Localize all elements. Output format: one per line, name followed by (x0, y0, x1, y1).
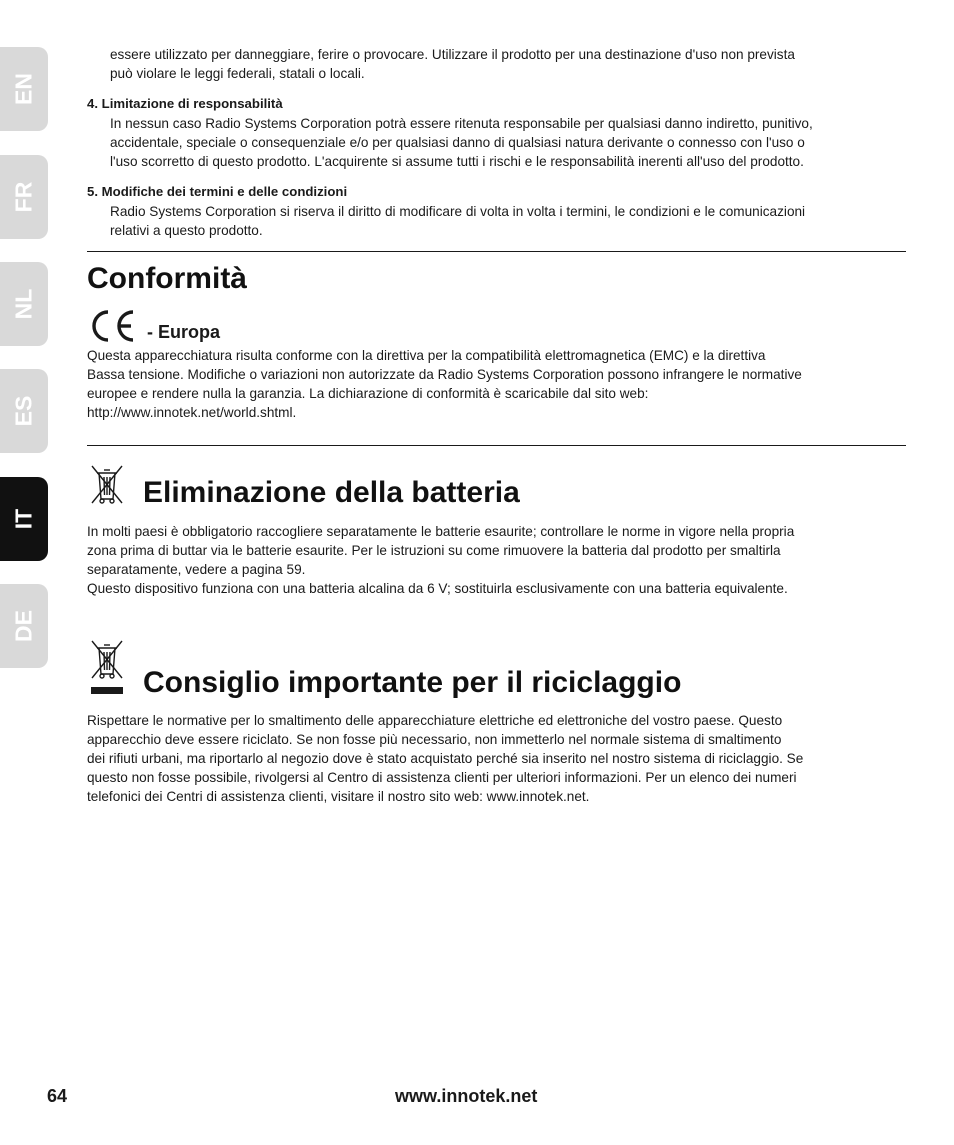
language-tab-label: ES (10, 395, 37, 427)
text-line: può violare le leggi federali, statali o locali. (110, 66, 365, 81)
section-5-heading: 5. Modifiche dei termini e delle condizioni (87, 184, 348, 199)
footer-website-link[interactable]: www.innotek.net (395, 1086, 538, 1106)
language-tab-es[interactable] (0, 369, 48, 453)
text-line: apparecchio deve essere riciclato. Se non fosse più necessario, non immetterlo nel normale sistema di smaltimento (87, 732, 782, 747)
section-4-body (110, 114, 908, 171)
batteria-title: Eliminazione della batteria (143, 476, 520, 509)
text-line: Bassa tensione. Modifiche o variazioni non autorizzate da Radio Systems Corporation possono infrangere le normative (87, 367, 802, 382)
text-line: In molti paesi è obbligatorio raccogliere separatamente le batterie esaurite; controllare le norme in vigore nella propria (87, 524, 795, 539)
text-line: Questa apparecchiatura risulta conforme con la direttiva per la compatibilità elettromagnetica (EMC) e la direttiva (87, 348, 766, 363)
section-divider (87, 445, 906, 446)
text-line: europee e rendere nulla la garanzia. La dichiarazione di conformità è scaricabile dal sito web: (87, 386, 649, 401)
language-tab-label: NL (10, 288, 37, 320)
text-line: essere utilizzato per danneggiare, ferire o provocare. Utilizzare il prodotto per una destinazione d'uso non prevista (110, 47, 795, 62)
ce-mark-icon (87, 307, 139, 345)
language-tab-fr[interactable] (0, 155, 48, 239)
text-line: questo non fosse possibile, rivolgersi al Centro di assistenza clienti per ulteriori informazioni. Per un elenco dei numeri (87, 770, 797, 785)
text-line: telefonici dei Centri di assistenza clienti, visitare il nostro sito web: www.innotek.net. (87, 789, 590, 804)
text-line: l'uso scorretto di questo prodotto. L'acquirente si assume tutti i rischi e le responsabilità inerenti all'uso del prodotto. (110, 154, 804, 169)
text-line: In nessun caso Radio Systems Corporation potrà essere ritenuta responsabile per qualsiasi danno indiretto, punitivo, (110, 116, 813, 131)
section-divider (87, 251, 906, 252)
text-line: dei rifiuti urbani, ma riportarlo al negozio dove è stato acquistato perché sia inserito nel nostro sistema di riciclaggio. Se (87, 751, 804, 766)
conformita-body (87, 346, 907, 422)
section-4-heading: 4. Limitazione di responsabilità (87, 96, 283, 111)
language-tab-label: EN (10, 73, 37, 105)
batteria-body (87, 522, 907, 598)
text-line: separatamente, vedere a pagina 59. (87, 562, 306, 577)
text-line: relativi a questo prodotto. (110, 223, 263, 238)
crossed-bin-icon (87, 463, 127, 505)
language-tab-it[interactable] (0, 477, 48, 561)
text-line: Radio Systems Corporation si riserva il diritto di modificare di volta in volta i termini, le condizioni e le comunicazioni (110, 204, 806, 219)
europa-subtitle: - Europa (147, 322, 221, 342)
intro-paragraph (110, 45, 908, 83)
language-tab-nl[interactable] (0, 262, 48, 346)
conformita-title: Conformità (87, 262, 247, 295)
language-tab-label: DE (10, 610, 37, 642)
page-number: 64 (47, 1086, 68, 1106)
text-line: Rispettare le normative per lo smaltimento delle apparecchiature elettriche ed elettroniche del vostro paese. Questo (87, 713, 783, 728)
text-line: accidentale, speciale o consequenziale e/o per qualsiasi danno di qualsiasi natura derivante o connesso con l'uso o (110, 135, 805, 150)
language-tab-label: FR (10, 181, 37, 213)
section-5-body (110, 202, 908, 240)
language-tab-label: IT (10, 508, 37, 530)
language-tab-de[interactable] (0, 584, 48, 668)
weee-bin-icon (87, 638, 127, 696)
riciclaggio-title: Consiglio importante per il riciclaggio (143, 666, 682, 699)
riciclaggio-body (87, 711, 907, 806)
language-tab-en[interactable] (0, 47, 48, 131)
text-line: zona prima di buttar via le batterie esaurite. Per le istruzioni su come rimuovere la batteria dal prodotto per smaltirla (87, 543, 781, 558)
text-line: http://www.innotek.net/world.shtml. (87, 405, 297, 420)
text-line: Questo dispositivo funziona con una batteria alcalina da 6 V; sostituirla esclusivamente con una batteria equivalente. (87, 581, 788, 596)
